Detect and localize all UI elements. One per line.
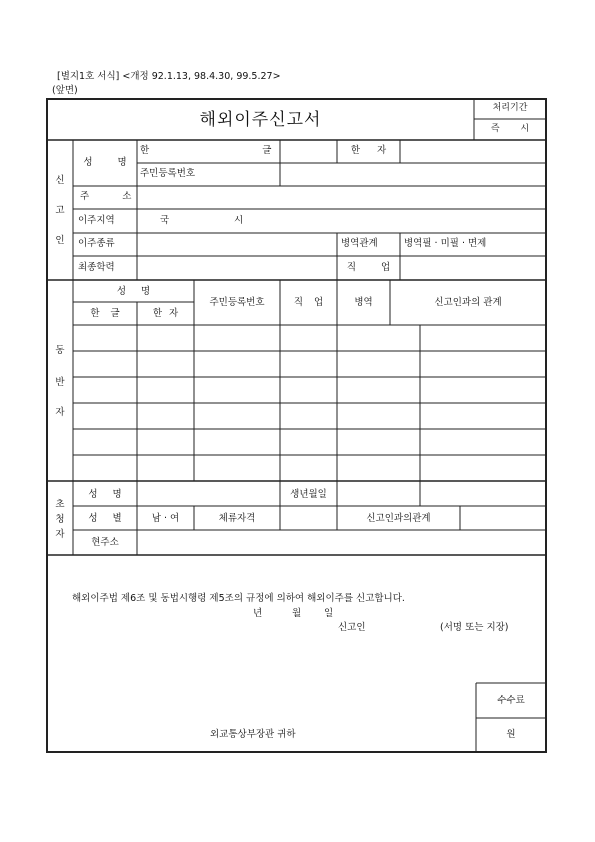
page-side-label: (앞면)	[52, 85, 78, 96]
inviter-name-field[interactable]	[138, 482, 279, 505]
applicant-city-label: 시	[234, 215, 244, 226]
applicant-job-label: 직 업	[346, 262, 391, 273]
declaration-text: 해외이주법 제6조 및 동법시행령 제5조의 규정에 의하여 해외이주를 신고합니다.	[72, 593, 405, 604]
applicant-section-label-1: 신	[55, 175, 65, 186]
companion-row-5[interactable]	[74, 430, 545, 454]
processing-period-value: 즉 시	[490, 124, 530, 134]
applicant-military-label: 병역관계	[341, 238, 378, 249]
fee-unit: 원	[506, 729, 516, 740]
companion-row-3[interactable]	[74, 378, 545, 402]
fee-label: 수수료	[497, 695, 525, 706]
applicant-education-label: 최종학력	[78, 262, 115, 273]
applicant-military-value[interactable]: 병역필 · 미필 · 면제	[404, 238, 487, 249]
inviter-status-label: 체류자격	[218, 513, 256, 524]
companion-section-label-2: 반	[55, 377, 65, 388]
companion-relation-label: 신고인과의 관계	[434, 297, 502, 308]
companion-section-label-3: 자	[55, 407, 65, 418]
applicant-education-field[interactable]	[138, 257, 336, 279]
inviter-address-label: 현주소	[91, 537, 119, 548]
companion-row-1[interactable]	[74, 326, 545, 350]
applicant-name-label: 성 명	[83, 157, 127, 168]
applicant-hanja-label: 한 자	[350, 145, 387, 156]
processing-period-label: 처리기간	[492, 103, 528, 113]
declaration-sign-label: (서명 또는 지장)	[440, 622, 509, 633]
companion-row-2[interactable]	[74, 352, 545, 376]
applicant-country-label: 국	[160, 215, 170, 226]
applicant-address-field[interactable]	[138, 187, 545, 208]
inviter-gender-label: 성 별	[88, 513, 122, 524]
companion-name-label: 성 명	[116, 286, 151, 297]
inviter-address-field[interactable]	[138, 531, 545, 554]
declaration-year-label: 년	[253, 608, 263, 619]
form-reference: [별지1호 서식] <개정 92.1.13, 98.4.30, 99.5.27>	[57, 71, 281, 82]
inviter-section-label-1: 초	[55, 499, 65, 510]
applicant-section-label-2: 고	[55, 205, 65, 216]
applicant-job-field[interactable]	[401, 257, 545, 279]
companion-rrn-label: 주민등록번호	[209, 297, 265, 308]
companion-section-label-1: 동	[55, 345, 65, 356]
inviter-dob-label: 생년월일	[290, 489, 327, 500]
inviter-relation-field[interactable]	[461, 507, 545, 529]
inviter-section-label-3: 자	[55, 529, 65, 540]
applicant-rrn-field[interactable]	[281, 164, 545, 185]
inviter-gender-value[interactable]: 남 · 여	[151, 513, 180, 524]
companion-row-6[interactable]	[74, 456, 545, 480]
applicant-section-label-3: 인	[55, 235, 65, 246]
applicant-region-label: 이주지역	[78, 215, 115, 226]
applicant-hangul-field[interactable]	[281, 141, 336, 162]
declaration-month-label: 월	[292, 608, 302, 619]
applicant-rrn-label: 주민등록번호	[140, 168, 196, 179]
inviter-relation-label: 신고인과의관계	[366, 513, 431, 524]
declaration-applicant-label: 신고인	[338, 622, 366, 633]
applicant-type-field[interactable]	[138, 234, 336, 255]
applicant-hangul-label: 한 글	[140, 145, 272, 156]
inviter-dob-field[interactable]	[338, 482, 419, 505]
applicant-type-label: 이주종류	[78, 238, 115, 249]
companion-row-4[interactable]	[74, 404, 545, 428]
applicant-address-label: 주 소	[80, 191, 132, 202]
inviter-section-label-2: 청	[55, 514, 65, 525]
companion-hanja-label: 한 자	[152, 308, 179, 319]
recipient-line: 외교통상부장관 귀하	[210, 729, 296, 740]
signature-field[interactable]	[370, 618, 436, 634]
form-title: 해외이주신고서	[199, 110, 322, 130]
declaration-day-label: 일	[324, 608, 334, 619]
inviter-name-label: 성 명	[88, 489, 122, 500]
applicant-hanja-field[interactable]	[400, 141, 545, 162]
companion-job-label: 직 업	[293, 297, 324, 308]
companion-military-label: 병역	[354, 297, 373, 308]
inviter-status-field[interactable]	[281, 507, 336, 529]
companion-hangul-label: 한 글	[90, 308, 120, 319]
